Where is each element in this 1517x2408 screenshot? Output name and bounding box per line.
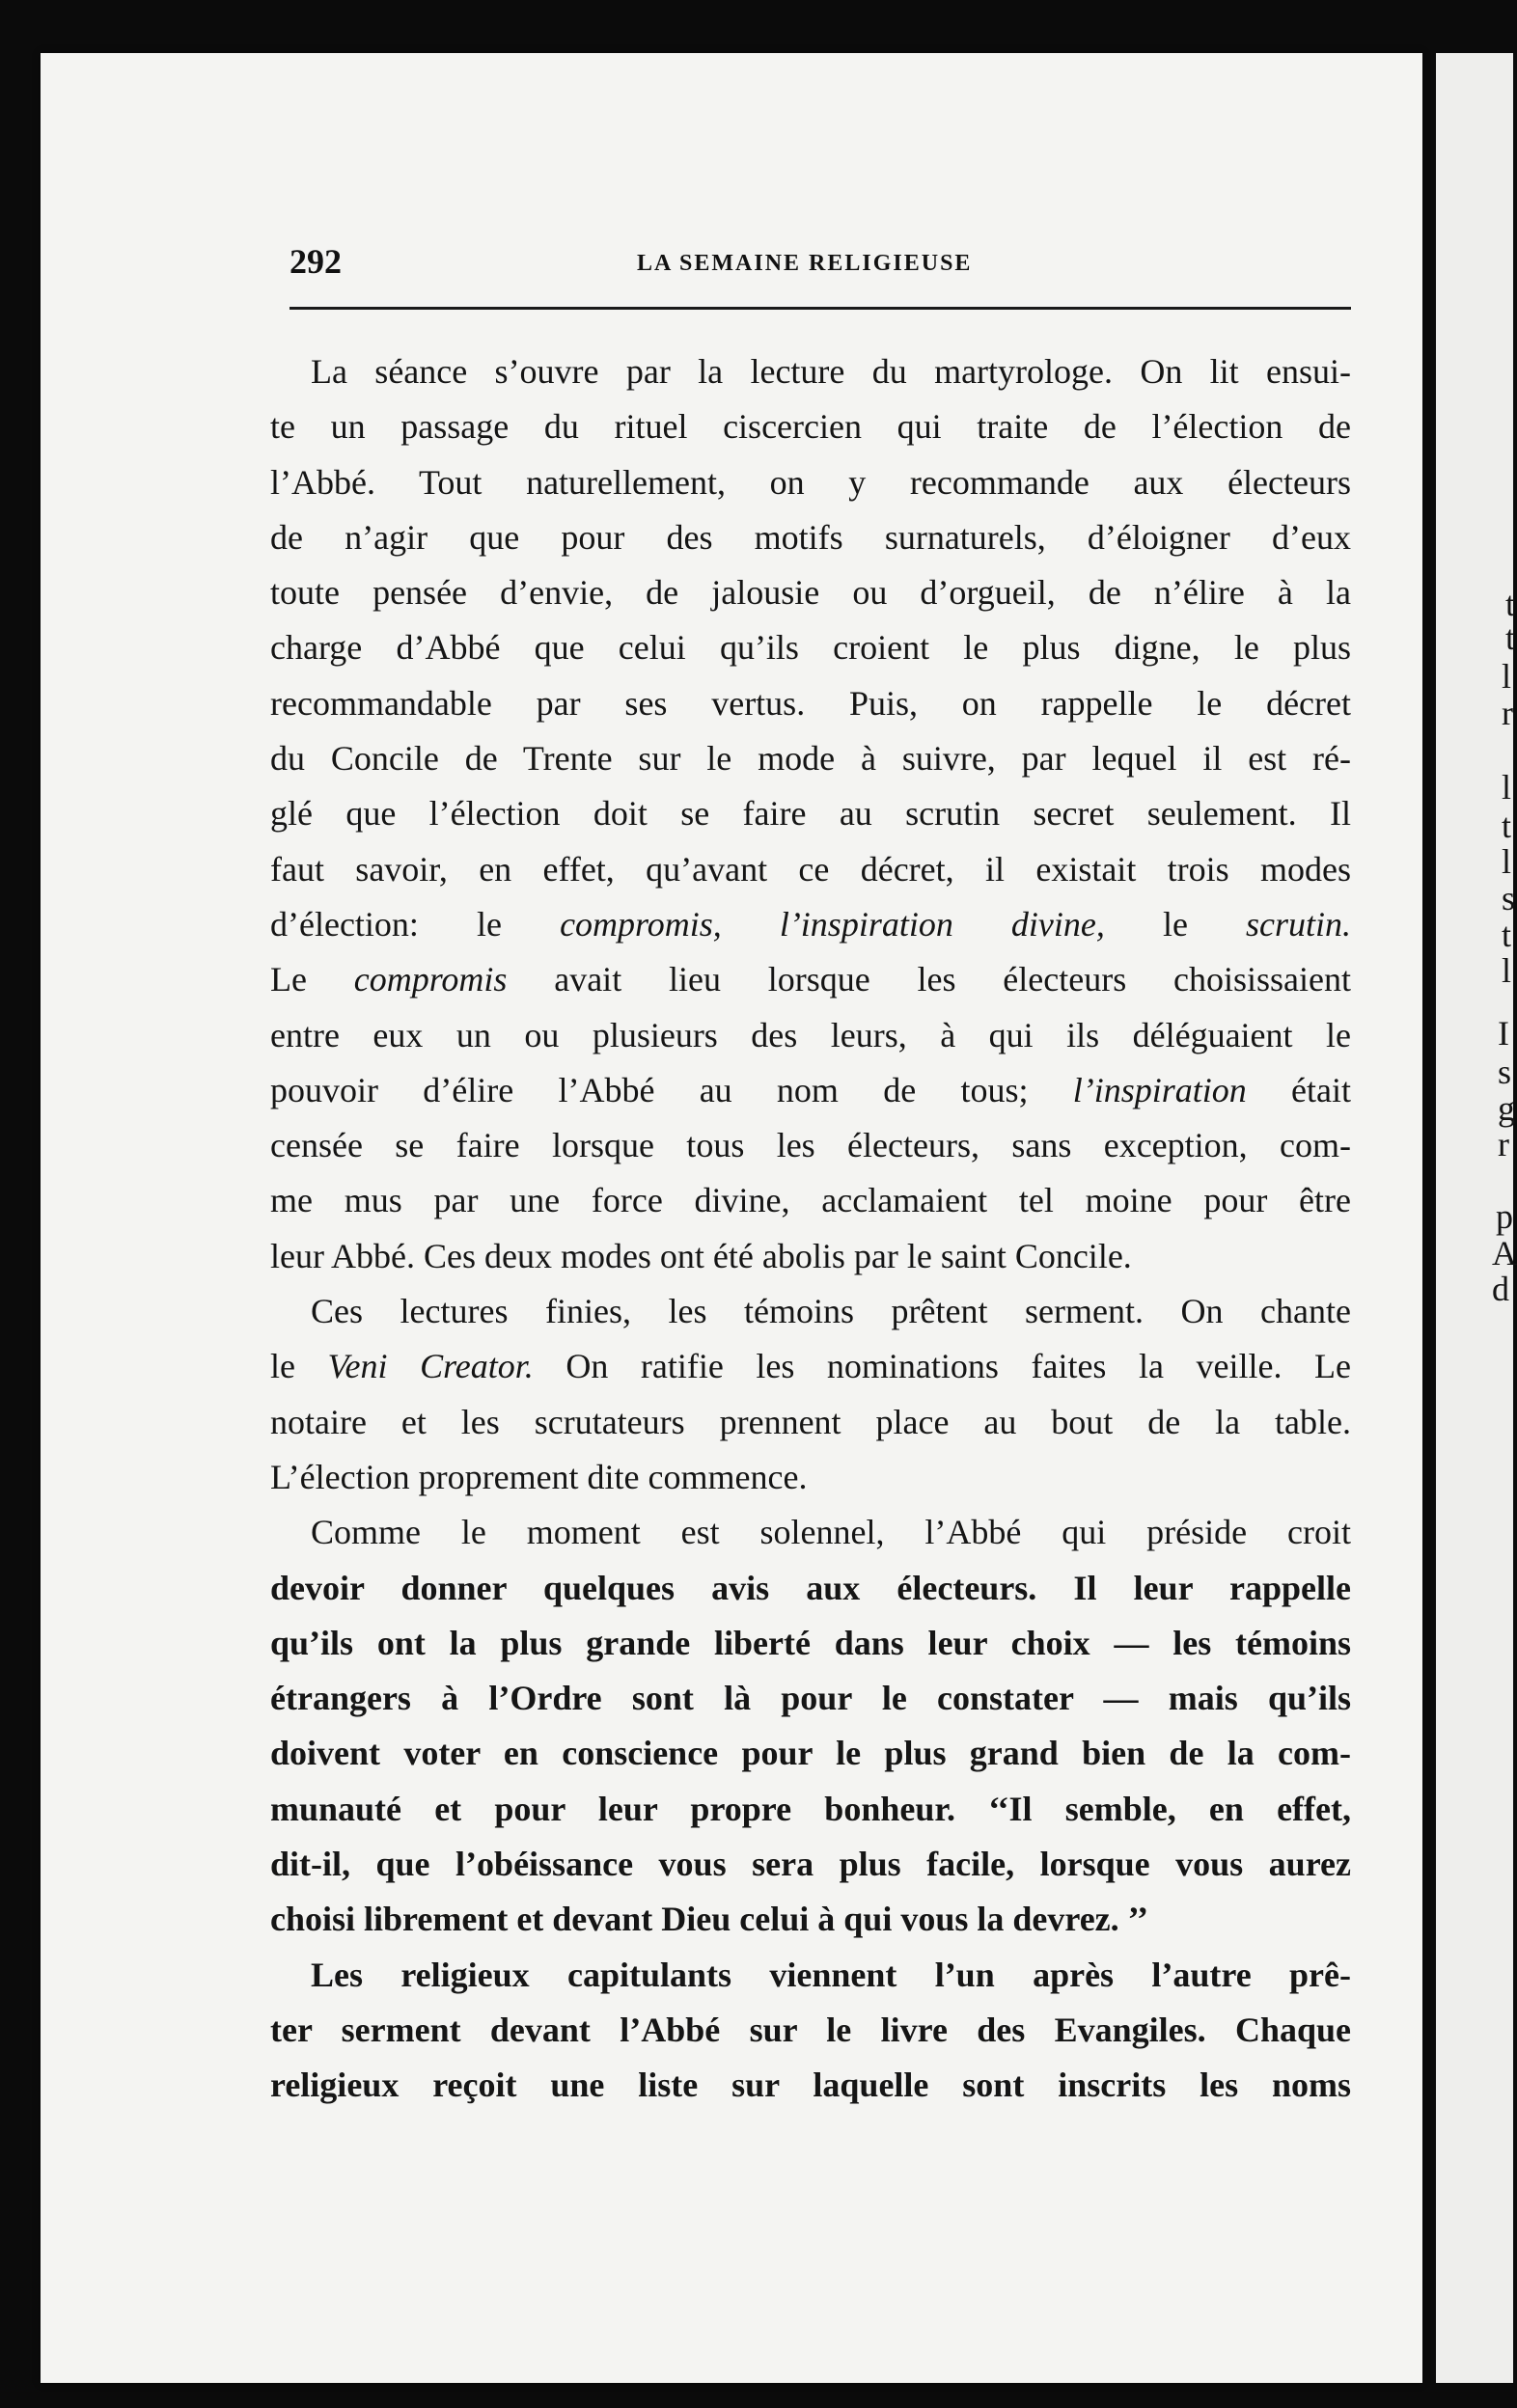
text-line: glé que l’élection doit se faire au scrutin secret seulement. Il [270, 794, 1351, 834]
facing-page-letter: A [1492, 1234, 1517, 1272]
paragraph [270, 1284, 1351, 1505]
facing-page-letter: t [1505, 618, 1516, 657]
facing-page-letter: g [1498, 1089, 1515, 1128]
text-line: choisi librement et devant Dieu celui à qui vous la devrez. ’’ [270, 1900, 1148, 1939]
text-line: charge d’Abbé que celui qu’ils croient le plus digne, le plus [270, 628, 1351, 668]
body-text [270, 344, 1351, 2114]
text-line: faut savoir, en effet, qu’avant ce décret, il existait trois modes [270, 849, 1351, 889]
italic-term: scrutin. [1246, 904, 1352, 944]
facing-page-letter: d [1492, 1270, 1509, 1308]
text-line: toute pensée d’envie, de jalousie ou d’orgueil, de n’élire à la [270, 573, 1351, 613]
facing-page-letter: p [1496, 1197, 1513, 1236]
text-line [270, 1063, 1351, 1118]
paragraph [270, 1948, 1351, 2114]
facing-page-letter: r [1498, 1125, 1509, 1163]
text-segment: le [1104, 904, 1246, 944]
text-line: l’Abbé. Tout naturellement, on y recommande aux électeurs [270, 462, 1351, 502]
paragraph [270, 344, 1351, 1284]
facing-page-letter: s [1502, 879, 1516, 917]
text-line: Comme le moment est solennel, l’Abbé qui préside croit [311, 1513, 1351, 1552]
text-line: dit-il, que l’obéissance vous sera plus facile, lorsque vous aurez [270, 1845, 1351, 1884]
text-line: Ces lectures finies, les témoins prêtent serment. On chante [311, 1292, 1351, 1331]
facing-page-letter: r [1502, 694, 1513, 732]
facing-page-letter: t [1502, 807, 1512, 845]
text-line: devoir donner quelques avis aux électeurs. Il leur rappelle [270, 1568, 1351, 1607]
header-rule [290, 307, 1351, 310]
text-line: recommandable par ses vertus. Puis, on rappelle le décret [270, 683, 1351, 723]
page-number: 292 [290, 242, 342, 281]
text-line: entre eux un ou plusieurs des leurs, à qui ils déléguaient le [270, 1015, 1351, 1054]
text-segment: Le [270, 960, 354, 999]
italic-term: l’inspiration divine, [779, 904, 1105, 944]
text-line: leur Abbé. Ces deux modes ont été abolis par le saint Concile. [270, 1236, 1132, 1275]
italic-term: Veni Creator. [327, 1347, 534, 1386]
facing-page-letter: I [1498, 1014, 1509, 1053]
text-line: Les religieux capitulants viennent l’un après l’autre prê- [311, 1955, 1351, 1994]
facing-page-letter: t [1502, 916, 1512, 954]
text-line: doivent voter en conscience pour le plus grand bien de la com- [270, 1734, 1351, 1773]
text-line: ter serment devant l’Abbé sur le livre des Evangiles. Chaque [270, 2010, 1351, 2049]
facing-page-letter: l [1502, 657, 1512, 696]
text-line: censée se faire lorsque tous les électeurs, sans exception, com- [270, 1126, 1351, 1165]
text-line: La séance s’ouvre par la lecture du martyrologe. On lit ensui- [311, 352, 1351, 391]
text-segment: d’élection: le [270, 904, 561, 944]
text-line: du Concile de Trente sur le mode à suivre, par lequel il est ré- [270, 739, 1351, 779]
facing-page-letter: s [1498, 1053, 1512, 1091]
facing-page-letter: l [1502, 842, 1512, 881]
facing-page-letter: l [1502, 768, 1512, 807]
text-line: notaire et les scrutateurs prennent place au bout de la table. [270, 1402, 1351, 1441]
text-line: qu’ils ont la plus grande liberté dans leur choix — les témoins [270, 1623, 1351, 1662]
text-segment: le [270, 1347, 328, 1386]
text-line: religieux reçoit une liste sur laquelle sont inscrits les noms [270, 2066, 1351, 2105]
facing-page-letter: t [1505, 585, 1516, 623]
text-segment: pouvoir d’élire l’Abbé au nom de tous; [270, 1070, 1073, 1109]
page-header [290, 241, 1351, 289]
italic-term: compromis [353, 960, 508, 999]
text-line: de n’agir que pour des motifs surnaturels, d’éloigner d’eux [270, 517, 1351, 557]
text-segment [722, 905, 780, 944]
paragraph [270, 1505, 1351, 1947]
italic-term: compromis, [560, 904, 722, 944]
italic-term: l’inspiration [1072, 1070, 1247, 1109]
text-line: L’élection proprement dite commence. [270, 1457, 808, 1496]
text-line: munauté et pour leur propre bonheur. ‘‘Il semble, en effet, [270, 1789, 1351, 1828]
running-title: LA SEMAINE RELIGIEUSE [637, 251, 973, 276]
text-line [270, 1339, 1351, 1394]
text-segment: avait lieu lorsque les électeurs choisissaient [507, 960, 1351, 999]
text-line: étrangers à l’Ordre sont là pour le constater — mais qu’ils [270, 1679, 1351, 1718]
text-segment: était [1246, 1070, 1351, 1109]
text-line: te un passage du rituel ciscercien qui traite de l’élection de [270, 407, 1351, 447]
text-line: me mus par une force divine, acclamaient tel moine pour être [270, 1181, 1351, 1220]
text-segment: On ratifie les nominations faites la veille. Le [533, 1347, 1352, 1386]
text-line [270, 952, 1351, 1007]
facing-page-letter: l [1502, 951, 1512, 990]
text-line [270, 897, 1351, 952]
